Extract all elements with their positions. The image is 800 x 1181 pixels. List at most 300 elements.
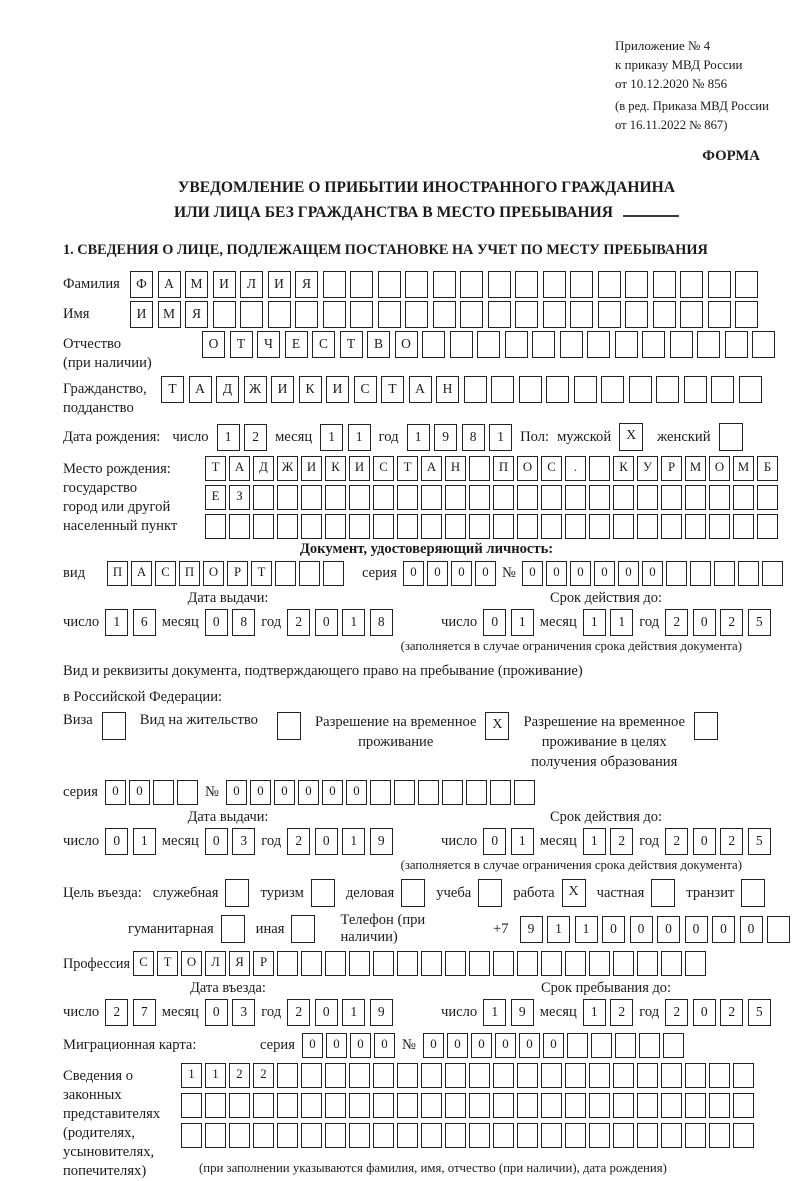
doc-kind-cell [275,561,296,586]
purpose-tourism-checkbox-box [311,879,335,907]
birth-place-cell: П [493,456,514,481]
phone-digit-cell: 0 [712,916,735,943]
profession-cell: О [181,951,202,976]
profession-cell [637,951,658,976]
doc-series-cell: 0 [403,561,424,586]
entry-day-cell: 2 [105,999,128,1026]
doc-issue-month-cell: 0 [205,609,228,636]
residence-series-row [63,780,790,805]
visa-checkbox [102,712,126,740]
phone-digit-cell: 0 [685,916,708,943]
doc-valid-date-group [441,590,790,636]
residence-series-cell [177,780,198,805]
representative-cell [301,1063,322,1088]
residence-issue-month-cell: 3 [232,828,255,855]
doc-kind-cell: А [131,561,152,586]
year-label: год [261,1004,282,1020]
residence-validity-note: (заполняется в случае ограничения срока действия документа) [400,858,742,872]
entry-year-cell: 1 [342,999,365,1026]
stay-month-cell: 2 [610,999,633,1026]
purpose-work-checkbox-box [562,879,586,907]
given-name-cell [625,301,648,328]
birth-place-boxes-row-1 [205,456,778,481]
residence-doc-intro-line-1: Вид и реквизиты документа, подтверждающего право на пребывание (проживание) [63,663,583,679]
purpose-study-label: учеба [436,884,472,901]
purpose-official-option [153,879,250,907]
residence-valid-heading: Срок действия до: [550,809,662,825]
representative-cell [637,1063,658,1088]
month-label: месяц [275,428,313,445]
birth-place-cell: Т [205,456,226,481]
doc-number-cell: 0 [522,561,543,586]
residence-valid-day-boxes [483,828,534,855]
form-title [63,175,790,225]
migration-series-cell: 0 [350,1033,371,1058]
birth-place-cell [613,514,634,539]
residence-issue-year-cell: 2 [287,828,310,855]
migration-number-cell [639,1033,660,1058]
citizenship-label-line-1: Гражданство, [63,381,147,397]
birth-place-cell: О [517,456,538,481]
residence-doc-intro-line-2: в Российской Федерации: [63,689,223,705]
doc-series-cell: 0 [475,561,496,586]
legal-representatives-boxes-row-1 [181,1063,754,1088]
residence-issue-heading: Дата выдачи: [187,809,269,825]
day-label: число [63,833,100,849]
birth-place-cell: А [421,456,442,481]
birth-place-label-line-3: город или другой [63,499,171,515]
patronymic-cell [615,331,638,358]
representative-cell [661,1063,682,1088]
residence-number-cell [490,780,511,805]
purpose-study-option [436,879,502,907]
given-name-label: Имя [63,306,90,322]
residence-issue-date-line [63,828,441,855]
migration-number-cell [591,1033,612,1058]
edu-residence-label [523,712,684,772]
birth-place-boxes-row-2 [205,485,778,510]
given-name-cell [708,301,731,328]
given-name-cell [323,301,346,328]
legal-representatives-boxes-row-2 [181,1093,754,1118]
residence-issue-day-boxes [105,828,156,855]
year-label: год [639,833,660,849]
temp-residence-option [315,712,509,752]
representative-cell [397,1123,418,1148]
residence-number-cell: 0 [226,780,247,805]
birth-place-cell [757,514,778,539]
doc-validity-note: (заполняется в случае ограничения срока действия документа) [400,639,742,653]
profession-cell: Т [157,951,178,976]
entry-dates-row [63,980,790,1026]
surname-cell [405,271,428,298]
entry-month-boxes [205,999,256,1026]
patronymic-row [63,331,790,373]
birth-place-cell [397,485,418,510]
temp-residence-checkbox-box [485,712,509,740]
birth-place-cell [421,485,442,510]
residence-number-cell: 0 [298,780,319,805]
phone-digit-cell: 0 [602,916,625,943]
representative-cell [205,1093,226,1118]
birth-place-boxes-row-3 [205,514,778,539]
residence-permit-checkbox [277,712,301,740]
citizenship-cell: С [354,376,377,403]
birth-place-cell [541,485,562,510]
entry-month-cell: 0 [205,999,228,1026]
patronymic-cell [477,331,500,358]
stay-day-cell: 1 [483,999,506,1026]
stay-year-cell: 2 [720,999,743,1026]
given-name-cell [240,301,263,328]
purpose-official-checkbox [225,879,249,907]
patronymic-cell: Ч [257,331,280,358]
surname-cell [653,271,676,298]
residence-issue-month-boxes [205,828,256,855]
birth-place-boxes-block [205,456,778,539]
stay-day-boxes [483,999,534,1026]
purpose-private-label: частная [596,884,645,901]
citizenship-cell [574,376,597,403]
purpose-transit-option [686,879,765,907]
surname-cell [570,271,593,298]
birth-month-cell: 1 [348,424,371,451]
patronymic-cell [642,331,665,358]
profession-cell [421,951,442,976]
day-label: число [172,428,209,445]
profession-cell [565,951,586,976]
birth-place-cell [661,485,682,510]
surname-row [63,271,790,298]
profession-cell [613,951,634,976]
surname-cell: И [268,271,291,298]
residence-doc-options-row [63,712,790,772]
revision-line-1: (в ред. Приказа МВД России [615,99,769,113]
legal-representatives-label-line-5: усыновителях, [63,1144,155,1160]
representative-cell [205,1123,226,1148]
doc-issue-heading: Дата выдачи: [187,590,269,606]
profession-cell [397,951,418,976]
given-name-cell [735,301,758,328]
birth-place-cell: К [613,456,634,481]
citizenship-cell: Д [216,376,239,403]
representative-cell [421,1093,442,1118]
birth-place-cell: . [565,456,586,481]
birth-year-cell: 1 [489,424,512,451]
profession-cell [685,951,706,976]
patronymic-cell [670,331,693,358]
birth-month-cell: 1 [320,424,343,451]
day-label: число [441,614,478,630]
profession-cell [469,951,490,976]
residence-number-cell [370,780,391,805]
representative-cell: 2 [229,1063,250,1088]
stay-day-cell: 9 [511,999,534,1026]
representative-cell [613,1123,634,1148]
citizenship-cell [491,376,514,403]
representative-cell [445,1093,466,1118]
purpose-humanitarian-checkbox [221,915,245,943]
year-label: год [639,614,660,630]
representative-cell [637,1123,658,1148]
representative-cell [637,1093,658,1118]
purpose-work-label: работа [513,884,555,901]
month-label: месяц [539,833,577,849]
series-label: серия [362,565,397,581]
residence-number-cell: 0 [250,780,271,805]
birth-place-cell [253,514,274,539]
representative-cell [229,1093,250,1118]
migration-series-boxes [302,1033,395,1058]
citizenship-cell [519,376,542,403]
citizenship-cell [546,376,569,403]
temp-residence-label-line-1: Разрешение на временное [314,714,477,730]
citizenship-cell: Т [381,376,404,403]
representative-cell [709,1093,730,1118]
birth-place-label-line-4: населенный пункт [63,518,178,534]
representative-cell [685,1093,706,1118]
doc-kind-cell [299,561,320,586]
citizenship-label [63,376,161,418]
birth-place-cell [301,514,322,539]
edu-residence-label-line-3: получения образования [531,754,678,770]
doc-valid-year-boxes [665,609,771,636]
doc-issue-date-line [63,609,441,636]
month-label: месяц [539,614,577,630]
given-name-cell [405,301,428,328]
profession-cell [493,951,514,976]
legal-representatives-label-line-3: представителях [63,1106,161,1122]
doc-valid-day-cell: 1 [511,609,534,636]
doc-valid-month-boxes [583,609,634,636]
representative-cell [421,1123,442,1148]
legal-representatives-row [63,1063,790,1181]
profession-cell: Л [205,951,226,976]
doc-number-cell: 0 [546,561,567,586]
birth-place-cell: Е [205,485,226,510]
residence-valid-date-group [441,809,790,855]
migration-number-cell: 0 [447,1033,468,1058]
representative-cell [325,1093,346,1118]
purpose-transit-checkbox-box [741,879,765,907]
residence-permit-option [140,712,301,740]
birth-place-cell [613,485,634,510]
residence-number-cell [418,780,439,805]
stay-year-cell: 2 [665,999,688,1026]
year-label: год [261,614,282,630]
patronymic-cell [450,331,473,358]
birth-place-cell [493,485,514,510]
residence-issue-month-cell: 0 [205,828,228,855]
stay-month-boxes [583,999,634,1026]
doc-kind-cell: С [155,561,176,586]
residence-number-cell: 0 [322,780,343,805]
representative-cell [277,1093,298,1118]
representative-cell [229,1123,250,1148]
legal-representatives-label [63,1063,181,1181]
entry-day-boxes [105,999,156,1026]
birth-place-cell [709,485,730,510]
surname-cell [735,271,758,298]
appendix-line-3: от 10.12.2020 № 856 [615,76,728,91]
representative-cell [589,1123,610,1148]
series-label: серия [63,784,98,800]
visit-purpose-row-2 [63,912,790,946]
doc-valid-day-boxes [483,609,534,636]
birth-place-cell: Н [445,456,466,481]
representative-cell [709,1063,730,1088]
representative-cell [541,1063,562,1088]
phone-digit-cell: 1 [547,916,570,943]
surname-cell [378,271,401,298]
birth-day-boxes [217,424,268,451]
birth-place-cell [469,456,490,481]
representative-cell [349,1063,370,1088]
legal-representatives-boxes-row-3 [181,1123,754,1148]
given-name-cell [213,301,236,328]
doc-valid-date-line [441,609,790,636]
identity-doc-dates-row [63,590,790,636]
patronymic-cell [532,331,555,358]
purpose-business-checkbox [401,879,425,907]
representative-cell [445,1123,466,1148]
patronymic-cell: В [367,331,390,358]
birth-place-cell [757,485,778,510]
purpose-business-checkbox-box [401,879,425,907]
representative-cell [397,1093,418,1118]
birth-place-cell: С [373,456,394,481]
month-label: месяц [539,1004,577,1020]
doc-number-boxes [522,561,783,586]
representative-cell [277,1063,298,1088]
purpose-humanitarian-label: гуманитарная [128,920,214,937]
residence-valid-month-cell: 1 [583,828,606,855]
stay-month-cell: 1 [583,999,606,1026]
birth-place-cell [277,514,298,539]
residence-series-cell: 0 [105,780,126,805]
representative-cell [493,1093,514,1118]
representative-cell [589,1093,610,1118]
surname-cell [350,271,373,298]
birth-place-cell [589,485,610,510]
representative-cell [661,1093,682,1118]
residence-number-cell [394,780,415,805]
doc-issue-month-cell: 8 [232,609,255,636]
given-name-cell: Я [185,301,208,328]
doc-series-boxes [403,561,496,586]
residence-valid-year-cell: 2 [665,828,688,855]
representative-cell [181,1123,202,1148]
doc-number-cell [762,561,783,586]
residence-valid-day-cell: 1 [511,828,534,855]
residence-issue-date-group [63,809,441,855]
birth-year-cell: 1 [407,424,430,451]
migration-number-cell: 0 [543,1033,564,1058]
migration-card-label: Миграционная карта: [63,1037,197,1053]
surname-label: Фамилия [63,276,120,292]
surname-cell [488,271,511,298]
birth-place-cell [685,485,706,510]
birth-place-cell [349,514,370,539]
patronymic-cell: Т [340,331,363,358]
patronymic-cell: О [202,331,225,358]
given-name-cell [598,301,621,328]
year-label: год [639,1004,660,1020]
birth-place-cell: Т [397,456,418,481]
representative-cell [517,1123,538,1148]
representative-cell [565,1123,586,1148]
patronymic-cell [505,331,528,358]
phone-digit-cell: 1 [575,916,598,943]
birth-place-cell: З [229,485,250,510]
birth-place-cell: Д [253,456,274,481]
patronymic-cell [587,331,610,358]
form-title-line-2 [63,200,790,225]
birth-year-cell: 8 [462,424,485,451]
doc-number-cell [738,561,759,586]
doc-valid-year-cell: 2 [720,609,743,636]
given-name-cell [488,301,511,328]
representative-cell [709,1123,730,1148]
doc-issue-year-cell: 8 [370,609,393,636]
citizenship-cell: И [271,376,294,403]
surname-cell [323,271,346,298]
profession-cell [349,951,370,976]
entry-day-cell: 7 [133,999,156,1026]
surname-cell [433,271,456,298]
birth-place-cell [397,514,418,539]
patronymic-cell [752,331,775,358]
given-name-cell [653,301,676,328]
representative-cell [733,1093,754,1118]
stay-year-cell: 5 [748,999,771,1026]
surname-cell [543,271,566,298]
birth-place-cell: И [349,456,370,481]
purpose-other-option [256,915,316,943]
residence-number-cell [442,780,463,805]
phone-boxes [520,916,791,943]
purpose-transit-label: транзит [686,884,735,901]
birth-place-cell: С [541,456,562,481]
surname-cell [708,271,731,298]
edu-residence-option [523,712,717,772]
representative-cell [421,1063,442,1088]
doc-kind-cell: Т [251,561,272,586]
representative-cell [493,1123,514,1148]
given-name-cell [515,301,538,328]
representative-cell [181,1093,202,1118]
representative-cell [469,1063,490,1088]
visit-purpose-row [63,879,790,907]
given-name-boxes [130,301,758,328]
day-label: число [63,614,100,630]
purpose-humanitarian-option [128,915,245,943]
legal-representatives-label-line-6: попечителях) [63,1163,147,1179]
entry-year-cell: 9 [370,999,393,1026]
surname-cell: Л [240,271,263,298]
doc-valid-year-cell: 0 [693,609,716,636]
purpose-business-option [346,879,425,907]
representative-cell [373,1063,394,1088]
residence-issue-year-cell: 9 [370,828,393,855]
birth-place-cell: О [709,456,730,481]
temp-residence-checkbox: X [485,712,509,740]
purpose-official-checkbox-box [225,879,249,907]
representative-cell: 1 [181,1063,202,1088]
given-name-cell [460,301,483,328]
representative-cell [613,1063,634,1088]
birth-place-cell [589,514,610,539]
